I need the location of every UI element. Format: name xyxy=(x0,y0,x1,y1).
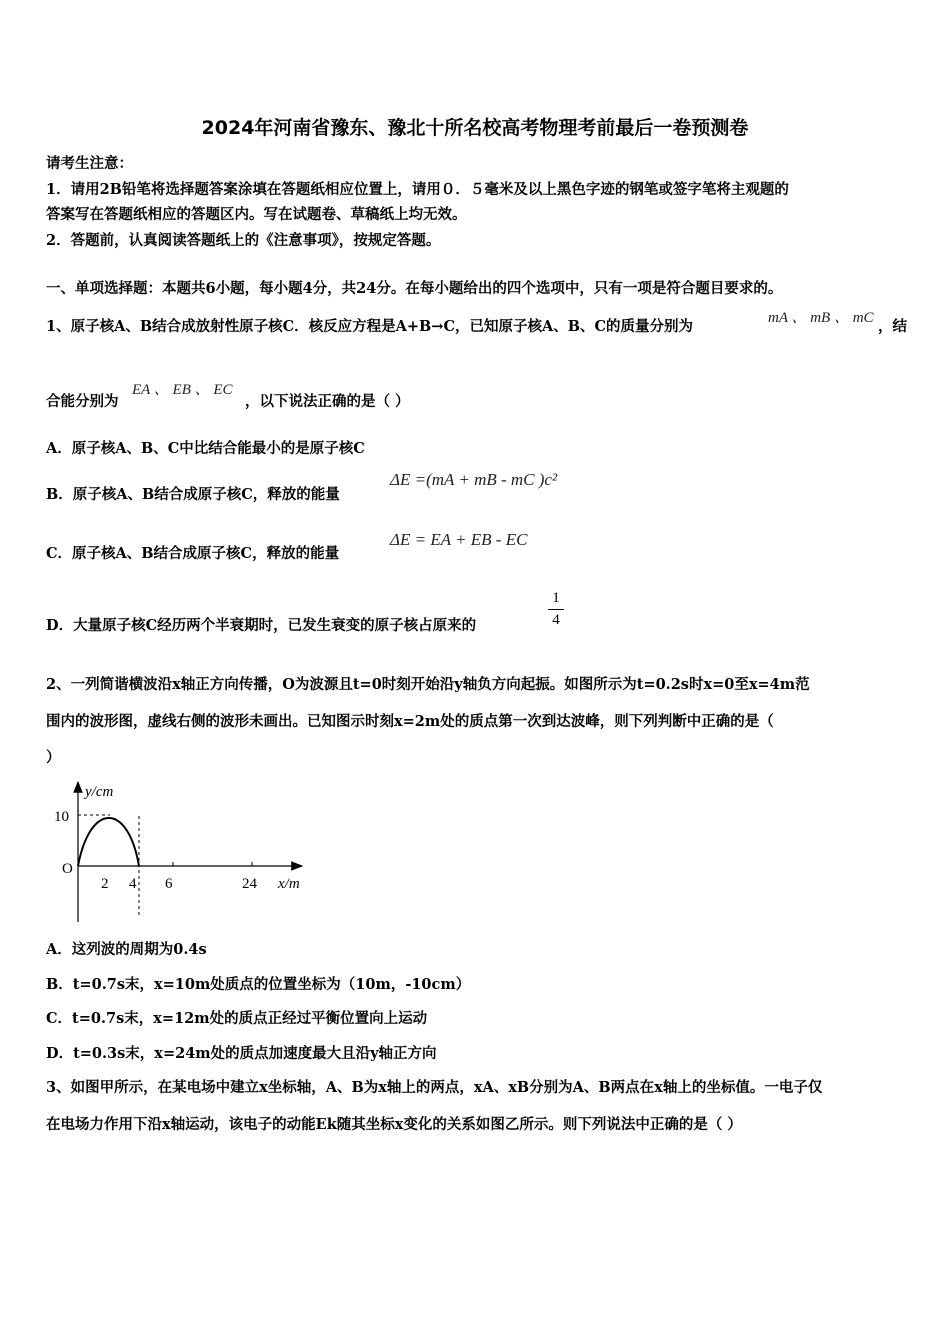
x-tick-label-6: 6 xyxy=(165,876,173,892)
page-title: 2024年河南省豫东、豫北十所名校高考物理考前最后一卷预测卷 xyxy=(201,117,749,139)
q1-stem-line1-end: ，结 xyxy=(878,318,907,335)
notice-item-1b: 答案写在答题纸相应的答题区内。写在试题卷、草稿纸上均无效。 xyxy=(46,206,467,223)
q1-option-d-fraction xyxy=(548,590,564,629)
q1-option-a: A．原子核A、B、C中比结合能最小的是原子核C xyxy=(46,440,365,457)
q2-option-c: C．t=0.7s末，x=12m处的质点正经过平衡位置向上运动 xyxy=(46,1010,428,1027)
q2-stem-line3: ） xyxy=(46,749,61,766)
y-tick-label: 10 xyxy=(54,809,69,825)
notice-heading: 请考生注意： xyxy=(46,155,133,172)
q1-stem-line2-start: 合能分别为 xyxy=(46,393,119,410)
origin-label: O xyxy=(62,861,73,877)
wave-curve xyxy=(78,818,139,866)
q1-option-c: C．原子核A、B结合成原子核C，释放的能量 xyxy=(46,545,340,562)
notice-item-1a: 1．请用2B铅笔将选择题答案涂填在答题纸相应位置上，请用０．５毫米及以上黑色字迹的钢笔或签字笔将主观题的 xyxy=(46,181,789,198)
q1-option-d: D．大量原子核C经历两个半衰期时，已发生衰变的原子核占原来的 xyxy=(46,617,477,634)
x-tick-label-24: 24 xyxy=(242,876,257,892)
q2-option-d: D．t=0.3s末，x=24m处的质点加速度最大且沿y轴正方向 xyxy=(46,1045,437,1062)
y-axis-label: y/cm xyxy=(85,784,114,800)
q1-energy-symbols: EA 、 EB 、 EC xyxy=(132,382,233,398)
q1-stem-line2-end: ，以下说法正确的是（ ） xyxy=(245,393,410,410)
fraction-bar xyxy=(548,609,564,610)
q1-mass-symbols: mA 、 mB 、 mC xyxy=(768,310,874,326)
fraction-denominator: 4 xyxy=(552,612,560,628)
q1-stem-line1: 1、原子核A、B结合成放射性原子核C．核反应方程是A+B→C，已知原子核A、B、C的质量分别为 xyxy=(46,318,694,335)
q3-stem-line2: 在电场力作用下沿x轴运动，该电子的动能Ek随其坐标x变化的关系如图乙所示。则下列说法中正确的是（ ） xyxy=(46,1116,742,1133)
q1-option-c-formula: ΔE = EA + EB - EC xyxy=(390,530,528,549)
q2-option-a: A．这列波的周期为0.4s xyxy=(46,941,207,958)
x-tick-label-4: 4 xyxy=(129,876,137,892)
x-tick-label-2: 2 xyxy=(101,876,109,892)
q2-stem-line2: 围内的波形图，虚线右侧的波形未画出。已知图示时刻x=2m处的质点第一次到达波峰，则下列判断中正确的是（ xyxy=(46,713,774,730)
notice-item-2: 2．答题前，认真阅读答题纸上的《注意事项》，按规定答题。 xyxy=(46,232,441,249)
q3-stem-line1: 3、如图甲所示，在某电场中建立x坐标轴，A、B为x轴上的两点，xA、xB分别为A、B两点在x轴上的坐标值。一电子仅 xyxy=(46,1079,823,1096)
q2-stem-line1: 2、一列简谐横波沿x轴正方向传播，O为波源且t=0时刻开始沿y轴负方向起振。如图所示为t=0.2s时x=0至x=4m范 xyxy=(46,676,810,693)
q2-option-b: B．t=0.7s末，x=10m处质点的位置坐标为（10m，-10cm） xyxy=(46,976,471,993)
x-axis-label: x/m xyxy=(278,876,300,892)
fraction-numerator: 1 xyxy=(552,590,560,606)
q1-option-b-formula: ΔE =(mA + mB - mC )c² xyxy=(390,470,558,489)
wave-graph xyxy=(40,772,320,924)
q1-option-b: B．原子核A、B结合成原子核C，释放的能量 xyxy=(46,486,340,503)
section-heading: 一、单项选择题：本题共6小题，每小题4分，共24分。在每小题给出的四个选项中，只有一项是符合题目要求的。 xyxy=(46,280,783,297)
